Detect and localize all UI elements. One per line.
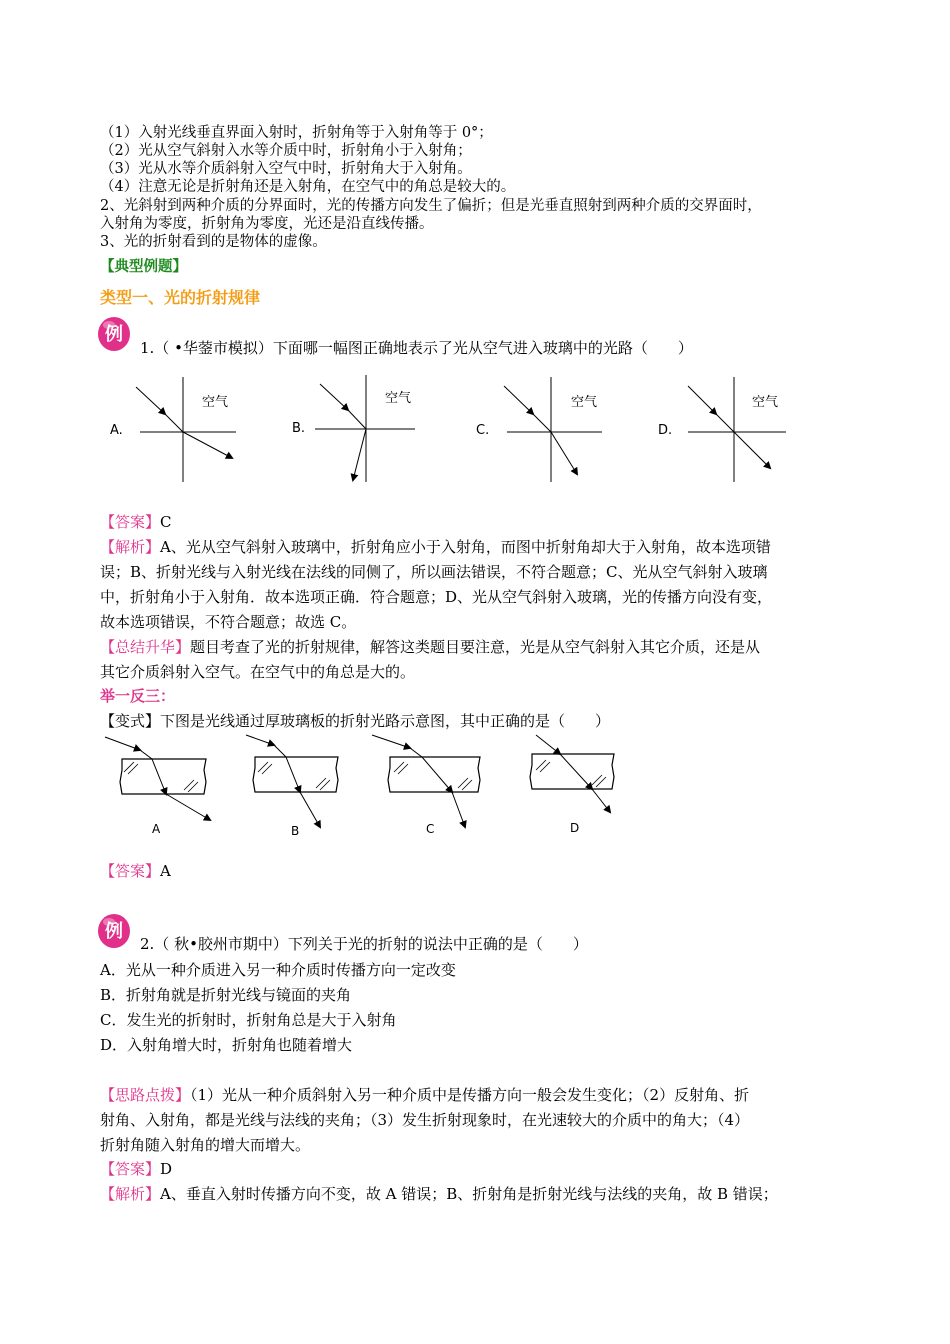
answer-value: A <box>160 862 171 880</box>
intro-line-2: （2）光从空气斜射入水等介质中时，折射角小于入射角； <box>100 143 472 159</box>
fig-d-label: D. <box>658 423 673 438</box>
badge-char: 例 <box>105 921 123 942</box>
q2-option-c: C．发生光的折射时，折射角总是大于入射角 <box>100 1011 397 1029</box>
example-badge-icon <box>96 313 132 353</box>
intro-line-5: 2、光斜射到两种介质的分界面时，光的传播方向发生了偏折；但是光垂直照射到两种介质的交界面时， <box>100 198 762 214</box>
answer-tag: 【答案】 <box>100 1160 161 1178</box>
variant-fig-d-label: D <box>570 821 580 835</box>
q2-option-d: D．入射角增大时，折射角也随着增大 <box>100 1036 353 1054</box>
q1-figures <box>100 372 800 487</box>
variant-fig-a <box>105 737 210 836</box>
analysis-1-line-4: 故本选项错误，不符合题意；故选 C。 <box>100 613 357 631</box>
practice-heading: 举一反三： <box>100 687 176 705</box>
intro-line-6: 入射角为零度，折射角为零度，光还是沿直线传播。 <box>100 216 434 232</box>
fig-c-air: 空气 <box>571 395 598 410</box>
fig-b-label: B. <box>292 421 306 436</box>
summary-1-line-1: 【总结升华】题目考查了光的折射规律，解答这类题目要注意，光是从空气斜射入其它介质，还是从 <box>100 638 761 656</box>
analysis-2: 【解析】A、垂直入射时传播方向不变，故 A 错误；B、折射角是折射光线与法线的夹角，故 B 错误； <box>100 1185 778 1203</box>
answer-variant <box>100 861 171 881</box>
q2-text: 2.（ 秋•胶州市期中）下列关于光的折射的说法中正确的是（ ） <box>140 935 588 953</box>
intro-line-7: 3、光的折射看到的是物体的虚像。 <box>100 234 327 250</box>
answer-tag: 【答案】 <box>100 513 161 531</box>
fig-b-air: 空气 <box>385 391 412 406</box>
intro-line-3: （3）光从水等介质斜射入空气中时，折射角大于入射角。 <box>100 161 472 177</box>
variant-fig-b-label: B <box>291 824 300 838</box>
variant-figures <box>100 732 620 842</box>
fig-a-label: A. <box>110 423 123 438</box>
hint-tag: 【思路点拨】 <box>100 1086 191 1104</box>
summary-tag: 【总结升华】 <box>100 638 191 656</box>
type-heading: 类型一、光的折射规律 <box>100 288 261 307</box>
example-badge-icon <box>96 910 132 950</box>
analysis-1-line-1: 【解析】A、光从空气斜射入玻璃中，折射角应小于入射角，而图中折射角却大于入射角，故本选项错 <box>100 538 771 556</box>
summary-1-line-2: 其它介质斜射入空气。在空气中的角总是大的。 <box>100 663 416 681</box>
badge-char: 例 <box>105 324 123 345</box>
intro-line-4: （4）注意无论是折射角还是入射角，在空气中的角总是较大的。 <box>100 179 516 195</box>
fig-d-air: 空气 <box>752 395 779 410</box>
q2-option-b: B．折射角就是折射光线与镜面的夹角 <box>100 986 352 1004</box>
answer-1 <box>100 512 172 532</box>
hint-2-line-3: 折射角随入射角的增大而增大。 <box>100 1136 311 1154</box>
hint-2-line-2: 射角、入射角，都是光线与法线的夹角；（3）发生折射现象时，在光速较大的介质中的角大；（4） <box>100 1111 750 1129</box>
section-heading: 【典型例题】 <box>100 258 187 275</box>
analysis-tag: 【解析】 <box>100 1185 161 1203</box>
variant-text: 【变式】下图是光线通过厚玻璃板的折射光路示意图，其中正确的是（ ） <box>100 712 611 730</box>
variant-fig-a-label: A <box>152 822 161 836</box>
fig-c <box>476 377 602 482</box>
analysis-1-line-3: 中，折射角小于入射角．故本选项正确．符合题意；D、光从空气斜射入玻璃，光的传播方向没有变， <box>100 588 773 606</box>
variant-fig-b <box>246 735 338 838</box>
answer-value: C <box>160 513 172 531</box>
answer-value: D <box>160 1160 173 1178</box>
q2-option-a: A．光从一种介质进入另一种介质时传播方向一定改变 <box>100 961 456 979</box>
fig-c-label: C. <box>476 423 490 438</box>
variant-fig-c <box>372 735 480 836</box>
answer-tag: 【答案】 <box>100 862 161 880</box>
fig-a-air: 空气 <box>202 395 229 410</box>
variant-fig-d <box>530 735 614 835</box>
fig-a <box>110 377 236 482</box>
fig-b <box>292 375 415 482</box>
fig-d <box>658 377 786 482</box>
q1-text: 1.（ •华蓥市模拟）下面哪一幅图正确地表示了光从空气进入玻璃中的光路（ ） <box>140 339 693 357</box>
variant-fig-c-label: C <box>426 822 435 836</box>
answer-2 <box>100 1159 172 1179</box>
analysis-1-line-2: 误；B、折射光线与入射光线在法线的同侧了，所以画法错误，不符合题意；C、光从空气斜射入玻璃 <box>100 563 768 581</box>
analysis-tag: 【解析】 <box>100 538 161 556</box>
intro-line-1: （1）入射光线垂直界面入射时，折射角等于入射角等于 0°； <box>100 125 493 141</box>
hint-2-line-1: 【思路点拨】（1）光从一种介质斜射入另一种介质中是传播方向一般会发生变化；（2）反射角、折 <box>100 1086 750 1104</box>
